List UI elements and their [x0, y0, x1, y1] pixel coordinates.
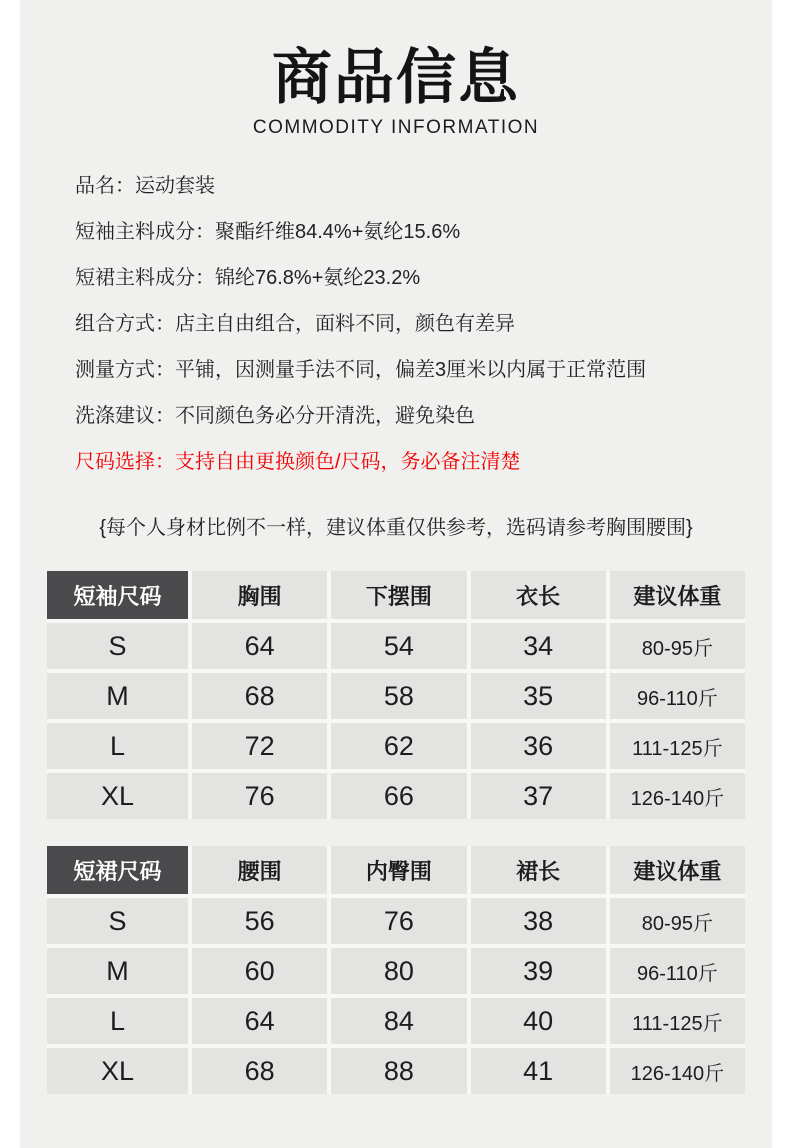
- table-cell: 111-125斤: [610, 998, 745, 1044]
- table-cell: 39: [471, 948, 606, 994]
- table-cell: 80-95斤: [610, 623, 745, 669]
- table-header-cell: 衣长: [471, 571, 606, 619]
- table-header-cell: 腰围: [192, 846, 327, 894]
- table-cell: 38: [471, 898, 606, 944]
- table-cell: 96-110斤: [610, 948, 745, 994]
- size-label-cell: XL: [47, 773, 188, 819]
- size-table-short-sleeve: [47, 571, 745, 819]
- size-label-cell: XL: [47, 1048, 188, 1094]
- table-cell: 60: [192, 948, 327, 994]
- table-cell: 84: [331, 998, 466, 1044]
- product-attributes: [75, 163, 772, 485]
- skirt-material-line: 短裙主料成分：锦纶76.8%+氨纶23.2%: [75, 267, 421, 289]
- size-label-cell: L: [47, 998, 188, 1044]
- table-cell: 111-125斤: [610, 723, 745, 769]
- table-cell: 68: [192, 673, 327, 719]
- table-cell: 64: [192, 623, 327, 669]
- size-reference-note: {每个人身材比例不一样，建议体重仅供参考，选码请参考胸围腰围}: [99, 517, 693, 539]
- table-header-cell: 胸围: [192, 571, 327, 619]
- size-label-cell: M: [47, 673, 188, 719]
- table-cell: 37: [471, 773, 606, 819]
- table-header-cell: 裙长: [471, 846, 606, 894]
- sleeve-material-line: 短袖主料成分：聚酯纤维84.4%+氨纶15.6%: [75, 221, 461, 243]
- content-panel: [20, 0, 772, 1148]
- table-cell: 64: [192, 998, 327, 1044]
- page-subtitle: COMMODITY INFORMATION: [252, 117, 540, 138]
- size-label-cell: M: [47, 948, 188, 994]
- size-table-skirt: [47, 846, 745, 1094]
- table-cell: 35: [471, 673, 606, 719]
- washing-advice-line: 洗涤建议：不同颜色务必分开清洗，避免染色: [75, 405, 475, 427]
- table-cell: 76: [331, 898, 466, 944]
- combination-method-line: 组合方式：店主自由组合，面料不同，颜色有差异: [75, 313, 515, 335]
- header: [20, 0, 772, 139]
- table-header-cell: 内臀围: [331, 846, 466, 894]
- table-cell: 126-140斤: [610, 1048, 745, 1094]
- table-cell: 62: [331, 723, 466, 769]
- table-cell: 41: [471, 1048, 606, 1094]
- table-cell: 80: [331, 948, 466, 994]
- table-cell: 40: [471, 998, 606, 1044]
- table-cell: 88: [331, 1048, 466, 1094]
- table-cell: 80-95斤: [610, 898, 745, 944]
- table-cell: 34: [471, 623, 606, 669]
- table-cell: 96-110斤: [610, 673, 745, 719]
- table-cell: 126-140斤: [610, 773, 745, 819]
- table-cell: 72: [192, 723, 327, 769]
- size-selection-notice-line: 尺码选择：支持自由更换颜色/尺码，务必备注清楚: [75, 451, 521, 473]
- size-label-cell: S: [47, 623, 188, 669]
- measurement-method-line: 测量方式：平铺，因测量手法不同，偏差3厘米以内属于正常范围: [75, 359, 647, 381]
- table-header-cell: 下摆围: [331, 571, 466, 619]
- table-header-cell: 短袖尺码: [47, 571, 188, 619]
- table-cell: 36: [471, 723, 606, 769]
- table-header-cell: 建议体重: [610, 846, 745, 894]
- table-header-cell: 建议体重: [610, 571, 745, 619]
- size-label-cell: L: [47, 723, 188, 769]
- product-name-line: 品名：运动套装: [75, 175, 215, 197]
- table-header-cell: 短裙尺码: [47, 846, 188, 894]
- table-cell: 56: [192, 898, 327, 944]
- table-cell: 66: [331, 773, 466, 819]
- table-cell: 58: [331, 673, 466, 719]
- table-cell: 76: [192, 773, 327, 819]
- table-cell: 54: [331, 623, 466, 669]
- size-label-cell: S: [47, 898, 188, 944]
- page-title: 商品信息: [272, 44, 520, 111]
- table-cell: 68: [192, 1048, 327, 1094]
